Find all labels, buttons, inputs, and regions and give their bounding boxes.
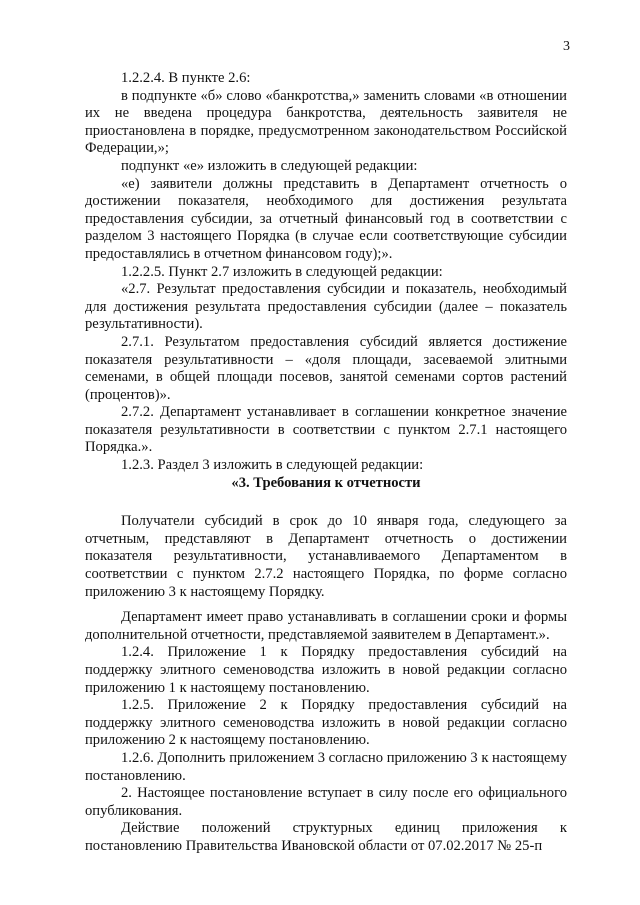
paragraph: 2.7.2. Департамент устанавливает в соглашении конкретное значение показателя результативности в соответствии с пунктом 2.7.1 настоящего Порядка.». [85, 404, 567, 456]
paragraph: 1.2.5. Приложение 2 к Порядку предоставления субсидий на поддержку элитного семеноводства изложить в новой редакции согласно приложению 2 к настоящему постановлению. [85, 697, 567, 749]
paragraph: 1.2.4. Приложение 1 к Порядку предоставления субсидий на поддержку элитного семеноводства изложить в новой редакции согласно приложению 1 к настоящему постановлению. [85, 644, 567, 696]
section-heading: «3. Требования к отчетности [231, 474, 421, 491]
paragraph: 1.2.2.5. Пункт 2.7 изложить в следующей редакции: [121, 263, 443, 280]
paragraph: 2.7.1. Результатом предоставления субсидий является достижение показателя результативности – «доля площади, засеваемой элитными семенами, в общей площади посевов, занятой семенами сортов растений (процентов)». [85, 333, 567, 403]
paragraph: Получатели субсидий в срок до 10 января года, следующего за отчетным, представляют в Департамент отчетность о достижении показателя результативности, устанавливаемого Департаментом в соответствии с пунктом 2.7.2 настоящего Порядка, по форме согласно приложению 3 к настоящему Порядку. [85, 513, 567, 600]
paragraph: в подпункте «б» слово «банкротства,» заменить словами «в отношении их не введена процедура банкротства, деятельность заявителя не приостановлена в порядке, предусмотренном законодательством Российской Федерации,»; [85, 87, 567, 157]
paragraph: «2.7. Результат предоставления субсидии и показатель, необходимый для достижения результата предоставления субсидии (далее – показатель результативности). [85, 281, 567, 333]
page-number: 3 [563, 39, 570, 54]
paragraph: 1.2.2.4. В пункте 2.6: [121, 70, 251, 86]
document-body [85, 70, 567, 856]
paragraph: Департамент имеет право устанавливать в соглашении сроки и формы дополнительной отчетности, представляемой заявителем в Департамент.». [85, 609, 567, 643]
paragraph: Действие положений структурных единиц приложения к постановлению Правительства Ивановской области от 07.02.2017 № 25-п [85, 820, 567, 854]
spacer [85, 492, 567, 513]
paragraph: 1.2.6. Дополнить приложением 3 согласно приложению 3 к настоящему постановлению. [85, 749, 567, 784]
spacer [85, 601, 567, 609]
paragraph: 1.2.3. Раздел 3 изложить в следующей редакции: [121, 457, 424, 474]
paragraph: «е) заявители должны представить в Департамент отчетность о достижении показателя, необходимого для достижения результата предоставления субсидии, за отчетный финансовый год в соответствии с разделом 3 настоящего Порядка (в случае если соответствующие субсидии предоставлялись в отчетном финансовом году);». [85, 175, 567, 262]
paragraph: подпункт «е» изложить в следующей редакции: [121, 157, 418, 174]
paragraph: 2. Настоящее постановление вступает в силу после его официального опубликования. [85, 785, 567, 819]
